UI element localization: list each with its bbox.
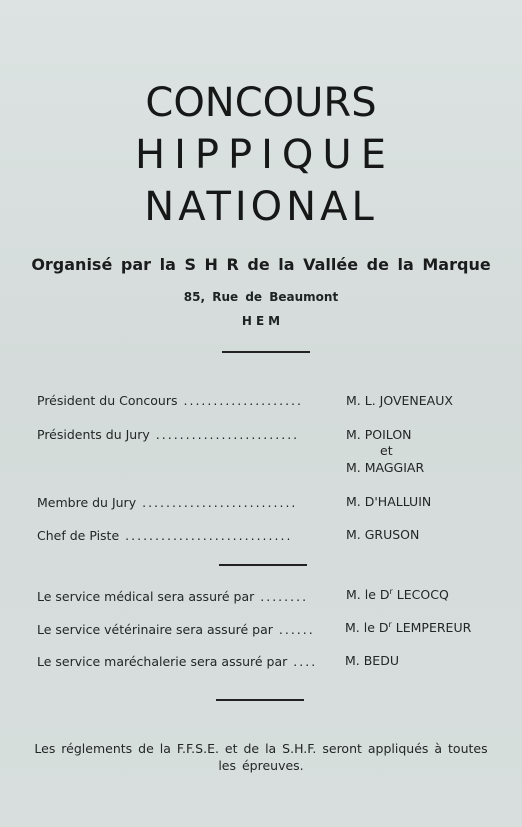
medical-service-name: LECOCQ: [396, 587, 449, 602]
medical-service-label: Le service médical sera assuré par: [37, 589, 255, 604]
course-chief-value: M. GRUSON: [346, 527, 420, 542]
title-line-hippique: HIPPIQUE: [135, 132, 395, 178]
jury-presidents-row: [37, 427, 299, 442]
divider-bottom: [216, 699, 304, 701]
jury-presidents-conjunction: et: [380, 443, 393, 458]
medical-service-leader-dots: ........: [260, 589, 309, 604]
medical-service-sup: r: [389, 587, 393, 596]
divider-middle: [219, 564, 307, 566]
course-chief-row: [37, 528, 292, 543]
jury-member-value: M. D'HALLUIN: [346, 494, 432, 509]
vet-service-sup: r: [388, 620, 392, 629]
organiser-line: Organisé par la S H R de la Vallée de la Marque: [31, 255, 491, 274]
medical-service-row: [37, 589, 308, 604]
vet-service-prefix: M. le D: [345, 620, 389, 635]
regulations-line-1: Les réglements de la F.F.S.E. et de la S.H.F. seront appliqués à toutes: [34, 741, 488, 756]
vet-service-name: LEMPEREUR: [395, 620, 472, 635]
jury-presidents-leader-dots: ........................: [155, 427, 300, 442]
course-chief-leader-dots: ............................: [125, 528, 293, 543]
divider-top: [222, 351, 310, 353]
jury-member-leader-dots: ..........................: [142, 495, 298, 510]
medical-service-prefix: M. le D: [346, 587, 390, 602]
city-line: HEM: [241, 314, 285, 328]
jury-member-label: Membre du Jury: [37, 495, 137, 510]
vet-service-leader-dots: ......: [278, 622, 315, 637]
vet-service-row: [37, 622, 315, 637]
course-chief-label: Chef de Piste: [37, 528, 120, 543]
president-label: Président du Concours: [37, 393, 178, 408]
president-row: [37, 393, 303, 408]
medical-service-value: [346, 587, 449, 602]
vet-service-label: Le service vétérinaire sera assuré par: [37, 622, 273, 637]
jury-member-row: [37, 495, 297, 510]
title-line-national: NATIONAL: [144, 184, 378, 230]
farrier-service-label: Le service maréchalerie sera assuré par: [37, 654, 288, 669]
jury-presidents-label: Présidents du Jury: [37, 427, 150, 442]
jury-president-1: M. POILON: [346, 427, 412, 442]
president-value: M. L. JOVENEAUX: [346, 393, 453, 408]
regulations-note: [30, 740, 492, 774]
jury-president-2: M. MAGGIAR: [346, 460, 425, 475]
regulations-line-2: les épreuves.: [218, 758, 304, 773]
president-leader-dots: ....................: [183, 393, 303, 408]
address-line: 85, Rue de Beaumont: [183, 290, 339, 304]
title-line-concours: CONCOURS: [145, 80, 377, 126]
vet-service-value: [345, 620, 471, 635]
farrier-service-leader-dots: ....: [293, 654, 318, 669]
farrier-service-value: M. BEDU: [345, 653, 399, 668]
farrier-service-row: [37, 654, 317, 669]
